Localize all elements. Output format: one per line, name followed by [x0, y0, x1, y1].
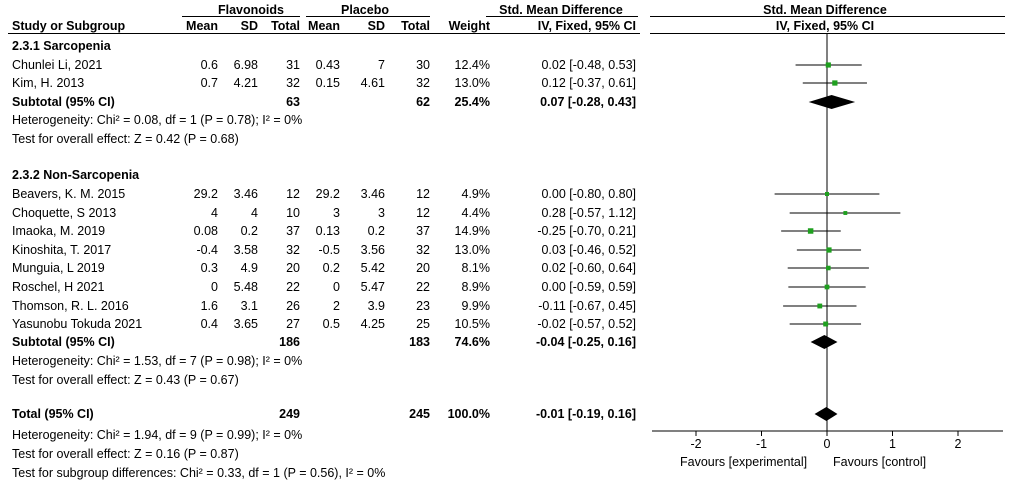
study-marker	[825, 285, 830, 290]
mean-exp: -0.4	[196, 243, 218, 257]
mean-ctl: 29.2	[315, 187, 340, 201]
sd-exp: 3.65	[233, 317, 258, 331]
total-n2: 245	[409, 407, 430, 421]
sd-exp: 4	[251, 206, 258, 220]
sd-exp: 3.46	[233, 187, 258, 201]
total-diamond	[815, 407, 838, 421]
total-exp: 32	[286, 76, 300, 90]
study-marker	[826, 247, 831, 252]
mean-exp: 0.6	[200, 58, 218, 72]
weight: 14.9%	[454, 224, 490, 238]
subtotal-2-diamond	[811, 335, 838, 349]
study-name: Kinoshita, T. 2017	[12, 243, 112, 257]
mean-ctl: 0.5	[322, 317, 340, 331]
weight: 9.9%	[461, 299, 490, 313]
sd-exp: 5.48	[233, 280, 258, 294]
subtotal-2-n1: 186	[279, 335, 300, 349]
total-heterogeneity: Heterogeneity: Chi² = 1.94, df = 9 (P = 0.99); I² = 0%	[12, 428, 303, 442]
study-marker	[825, 192, 829, 196]
effect-ci: -0.02 [-0.57, 0.52]	[537, 317, 636, 331]
sd-ctl: 5.47	[360, 280, 385, 294]
mean-ctl: 0.13	[315, 224, 340, 238]
weight: 10.5%	[454, 317, 490, 331]
effect-ci: -0.11 [-0.67, 0.45]	[538, 299, 636, 313]
mean-exp: 4	[211, 206, 218, 220]
subgroup-1-title: 2.3.1 Sarcopenia	[12, 39, 111, 53]
mean-ctl: 2	[333, 299, 340, 313]
total-ctl: 12	[416, 187, 430, 201]
subgroup-differences-test: Test for subgroup differences: Chi² = 0.33, df = 1 (P = 0.56), I² = 0%	[12, 466, 386, 480]
x-tick-label: -1	[755, 437, 768, 451]
study-marker	[826, 62, 831, 67]
x-tick-label: 0	[823, 437, 831, 451]
total-ctl: 32	[416, 76, 430, 90]
total-exp: 27	[286, 317, 300, 331]
subtotal-2-label: Subtotal (95% CI)	[12, 335, 115, 349]
total-exp-header: Total	[271, 19, 300, 33]
weight: 4.4%	[461, 206, 490, 220]
subtotal-1-n2: 62	[416, 95, 430, 109]
subgroup-1-heterogeneity: Heterogeneity: Chi² = 0.08, df = 1 (P = 0.78); I² = 0%	[12, 113, 303, 127]
total-ctl: 37	[416, 224, 430, 238]
study-name: Roschel, H 2021	[12, 280, 105, 294]
sd-ctl: 3.56	[360, 243, 385, 257]
effect-ci: 0.12 [-0.37, 0.61]	[541, 76, 636, 90]
study-marker	[823, 322, 828, 327]
study-name: Choquette, S 2013	[12, 206, 117, 220]
study-name: Chunlei Li, 2021	[12, 58, 103, 72]
effect-title: Std. Mean Difference	[499, 3, 623, 17]
total-ctl-header: Total	[401, 19, 430, 33]
mean-ctl: 0	[333, 280, 340, 294]
subgroup-2-title: 2.3.2 Non-Sarcopenia	[12, 168, 140, 182]
sd-exp-header: SD	[240, 19, 258, 33]
total-ctl: 22	[416, 280, 430, 294]
effect-ci: 0.02 [-0.60, 0.64]	[541, 261, 636, 275]
study-marker	[832, 80, 837, 85]
sd-exp: 0.2	[240, 224, 258, 238]
effect-method-header: IV, Fixed, 95% CI	[537, 19, 636, 33]
mean-exp: 0.7	[200, 76, 218, 90]
weight: 13.0%	[454, 76, 490, 90]
total-exp: 26	[286, 299, 300, 313]
favours-experimental-label: Favours [experimental]	[680, 455, 808, 469]
effect-ci: 0.03 [-0.46, 0.52]	[541, 243, 636, 257]
subtotal-2-n2: 183	[409, 335, 430, 349]
total-exp: 12	[286, 187, 300, 201]
study-marker	[826, 266, 831, 271]
sd-exp: 3.1	[240, 299, 258, 313]
weight-header: Weight	[448, 19, 490, 33]
group-control-header: Placebo	[341, 3, 389, 17]
mean-exp: 0.4	[200, 317, 218, 331]
sd-ctl: 3.46	[360, 187, 385, 201]
effect-ci: 0.00 [-0.59, 0.59]	[541, 280, 636, 294]
mean-exp: 0	[211, 280, 218, 294]
subgroup-2-heterogeneity: Heterogeneity: Chi² = 1.53, df = 7 (P = 0.98); I² = 0%	[12, 354, 303, 368]
mean-ctl-header: Mean	[308, 19, 340, 33]
total-ci: -0.01 [-0.19, 0.16]	[535, 407, 636, 421]
study-name: Yasunobu Tokuda 2021	[12, 317, 143, 331]
subtotal-1-diamond	[809, 95, 856, 109]
total-ctl: 23	[416, 299, 430, 313]
sd-ctl: 5.42	[360, 261, 385, 275]
study-marker	[843, 211, 847, 215]
mean-exp: 0.08	[193, 224, 218, 238]
plot-method-header: IV, Fixed, 95% CI	[775, 19, 875, 33]
total-ctl: 12	[416, 206, 430, 220]
sd-ctl: 3.9	[367, 299, 385, 313]
mean-exp: 1.6	[200, 299, 218, 313]
x-tick-label: 1	[889, 437, 896, 451]
total-weight: 100.0%	[447, 407, 490, 421]
study-name: Thomson, R. L. 2016	[12, 299, 129, 313]
study-name: Munguia, L 2019	[12, 261, 105, 275]
total-exp: 32	[286, 243, 300, 257]
sd-ctl: 4.61	[360, 76, 385, 90]
study-name: Kim, H. 2013	[12, 76, 85, 90]
total-overall-effect: Test for overall effect: Z = 0.16 (P = 0.87)	[12, 447, 239, 461]
total-label: Total (95% CI)	[12, 407, 94, 421]
sd-exp: 6.98	[233, 58, 258, 72]
sd-ctl: 0.2	[367, 224, 385, 238]
subgroup-1-overall-effect: Test for overall effect: Z = 0.42 (P = 0.68)	[12, 132, 239, 146]
group-experimental-header: Flavonoids	[218, 3, 284, 17]
total-n1: 249	[279, 407, 300, 421]
effect-ci: 0.00 [-0.80, 0.80]	[541, 187, 636, 201]
subtotal-2-weight: 74.6%	[454, 335, 490, 349]
subtotal-1-n1: 63	[286, 95, 300, 109]
mean-ctl: -0.5	[318, 243, 340, 257]
sd-exp: 4.9	[240, 261, 258, 275]
weight: 12.4%	[454, 58, 490, 72]
mean-ctl: 0.15	[315, 76, 340, 90]
mean-exp-header: Mean	[186, 19, 218, 33]
study-name: Imaoka, M. 2019	[12, 224, 106, 238]
total-ctl: 20	[416, 261, 430, 275]
mean-ctl: 0.2	[322, 261, 340, 275]
sd-exp: 4.21	[233, 76, 258, 90]
mean-exp: 0.3	[200, 261, 218, 275]
plot-title: Std. Mean Difference	[763, 3, 887, 17]
favours-control-label: Favours [control]	[833, 455, 927, 469]
subtotal-1-label: Subtotal (95% CI)	[12, 95, 115, 109]
total-ctl: 25	[416, 317, 430, 331]
total-ctl: 32	[416, 243, 430, 257]
total-exp: 37	[286, 224, 300, 238]
subtotal-2-ci: -0.04 [-0.25, 0.16]	[535, 335, 636, 349]
x-tick-label: -2	[690, 437, 702, 451]
study-marker	[808, 228, 813, 233]
study-name: Beavers, K. M. 2015	[12, 187, 126, 201]
total-ctl: 30	[416, 58, 430, 72]
weight: 13.0%	[454, 243, 490, 257]
total-exp: 22	[286, 280, 300, 294]
study-marker	[817, 304, 822, 309]
mean-ctl: 0.43	[315, 58, 340, 72]
x-tick-label: 2	[954, 437, 962, 451]
total-exp: 31	[286, 58, 300, 72]
effect-ci: 0.02 [-0.48, 0.53]	[541, 58, 636, 72]
mean-ctl: 3	[333, 206, 340, 220]
subtotal-1-weight: 25.4%	[454, 95, 490, 109]
sd-ctl-header: SD	[367, 19, 385, 33]
subgroup-2-overall-effect: Test for overall effect: Z = 0.43 (P = 0.67)	[12, 373, 239, 387]
total-exp: 20	[286, 261, 300, 275]
sd-ctl: 7	[378, 58, 385, 72]
sd-ctl: 3	[378, 206, 385, 220]
sd-ctl: 4.25	[360, 317, 385, 331]
effect-ci: 0.28 [-0.57, 1.12]	[541, 206, 636, 220]
study-column-header: Study or Subgroup	[12, 19, 126, 33]
effect-ci: -0.25 [-0.70, 0.21]	[537, 224, 636, 238]
total-exp: 10	[286, 206, 300, 220]
mean-exp: 29.2	[193, 187, 218, 201]
weight: 8.1%	[461, 261, 490, 275]
subtotal-1-ci: 0.07 [-0.28, 0.43]	[540, 95, 636, 109]
sd-exp: 3.58	[233, 243, 258, 257]
weight: 4.9%	[461, 187, 490, 201]
weight: 8.9%	[461, 280, 490, 294]
